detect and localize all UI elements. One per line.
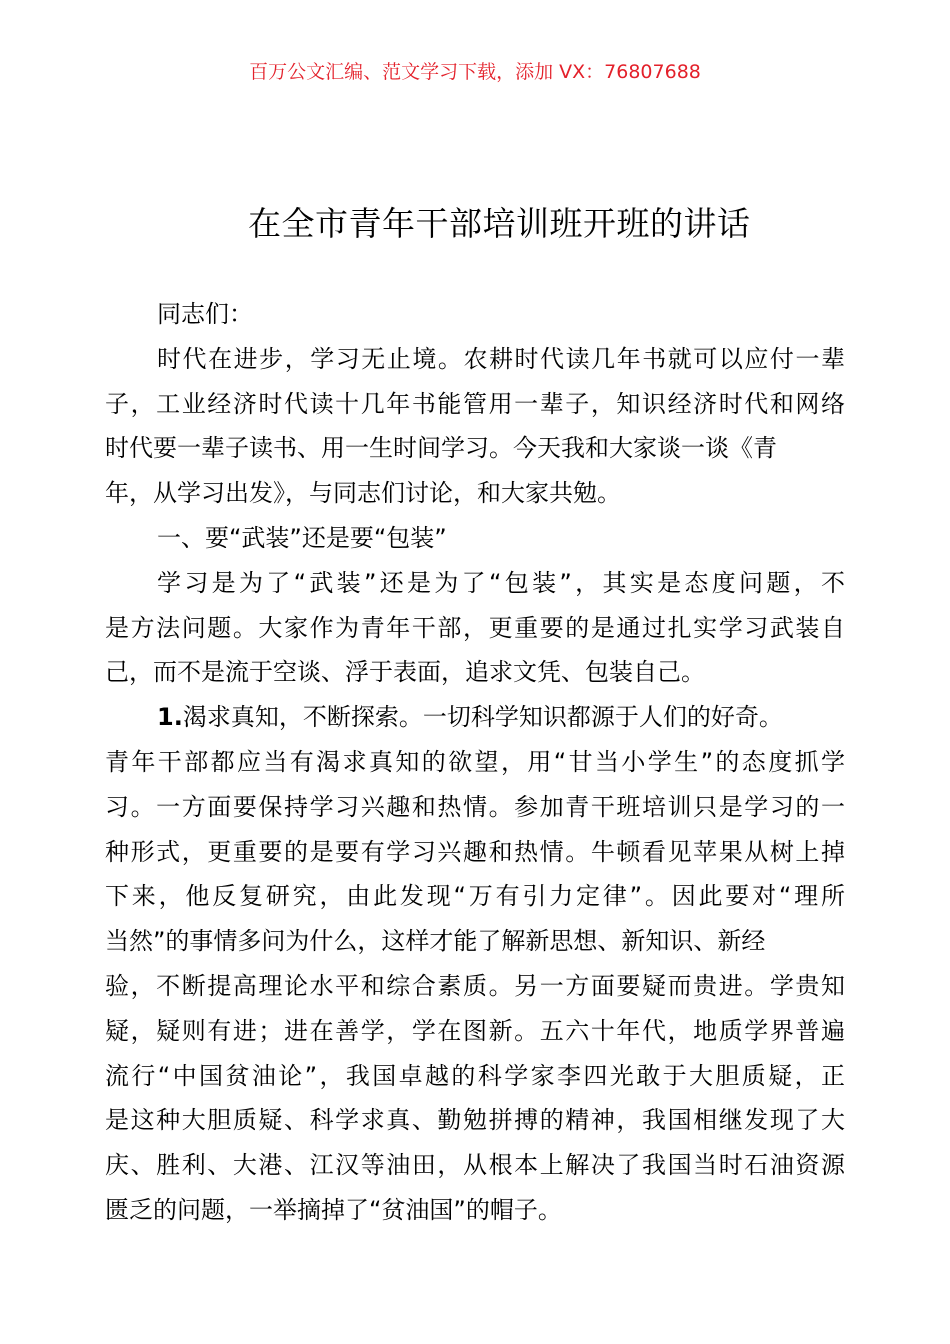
paragraph-line: 匮乏的问题，一举摘掉了“贫油国”的帽子。 [105,1195,562,1224]
paragraph-line: 流行“中国贫油论”，我国卓越的科学家李四光敢于大胆质疑，正 [105,1061,845,1090]
paragraph-line: 是这种大胆质疑、科学求真、勤勉拼搏的精神，我国相继发现了大 [105,1106,845,1135]
item-number: 1. [157,703,183,732]
paragraph-line: 庆、胜利、大港、江汉等油田，从根本上解决了我国当时石油资源 [105,1151,845,1180]
item-text: 渴求真知，不断探索。一切科学知识都源于人们的好奇。 [182,703,783,732]
paragraph-line: 子，工业经济时代读十几年书能管用一辈子，知识经济时代和网络 [105,389,845,418]
watermark-header: 百万公文汇编、范文学习下载，添加 VX：76807688 [249,61,701,83]
paragraph-line: 疑，疑则有进；进在善学，学在图新。五六十年代，地质学界普遍 [105,1016,845,1045]
numbered-item-line [105,695,845,740]
paragraph-line: 下来，他反复研究，由此发现“万有引力定律”。因此要对“理所 [105,882,845,911]
paragraph-line: 是方法问题。大家作为青年干部，更重要的是通过扎实学习武装自 [105,613,845,642]
paragraph-line: 年，从学习出发》，与同志们讨论，和大家共勉。 [105,479,621,508]
salutation: 同志们： [157,300,253,328]
paragraph-line: 种形式，更重要的是要有学习兴趣和热情。牛顿看见苹果从树上掉 [105,837,845,866]
paragraph-line: 时代要一辈子读书、用一生时间学习。今天我和大家谈一谈《青 [105,434,777,463]
document-title: 在全市青年干部培训班开班的讲话 [248,204,751,243]
paragraph-line: 己，而不是流于空谈、浮于表面，追求文凭、包装自己。 [105,658,705,687]
section-heading: 一、要“武装”还是要“包装” [157,523,447,552]
paragraph-line: 验，不断提高理论水平和综合素质。另一方面要疑而贵进。学贵知 [105,971,845,1000]
paragraph-line: 学习是为了“武装”还是为了“包装”，其实是态度问题，不 [157,568,845,597]
paragraph-line: 青年干部都应当有渴求真知的欲望，用“甘当小学生”的态度抓学 [105,747,845,776]
paragraph-line: 时代在进步，学习无止境。农耕时代读几年书就可以应付一辈 [157,344,845,373]
paragraph-line: 当然”的事情多问为什么，这样才能了解新思想、新知识、新经 [105,927,766,956]
document-body [105,292,845,1233]
paragraph-line: 习。一方面要保持学习兴趣和热情。参加青干班培训只是学习的一 [105,792,845,821]
